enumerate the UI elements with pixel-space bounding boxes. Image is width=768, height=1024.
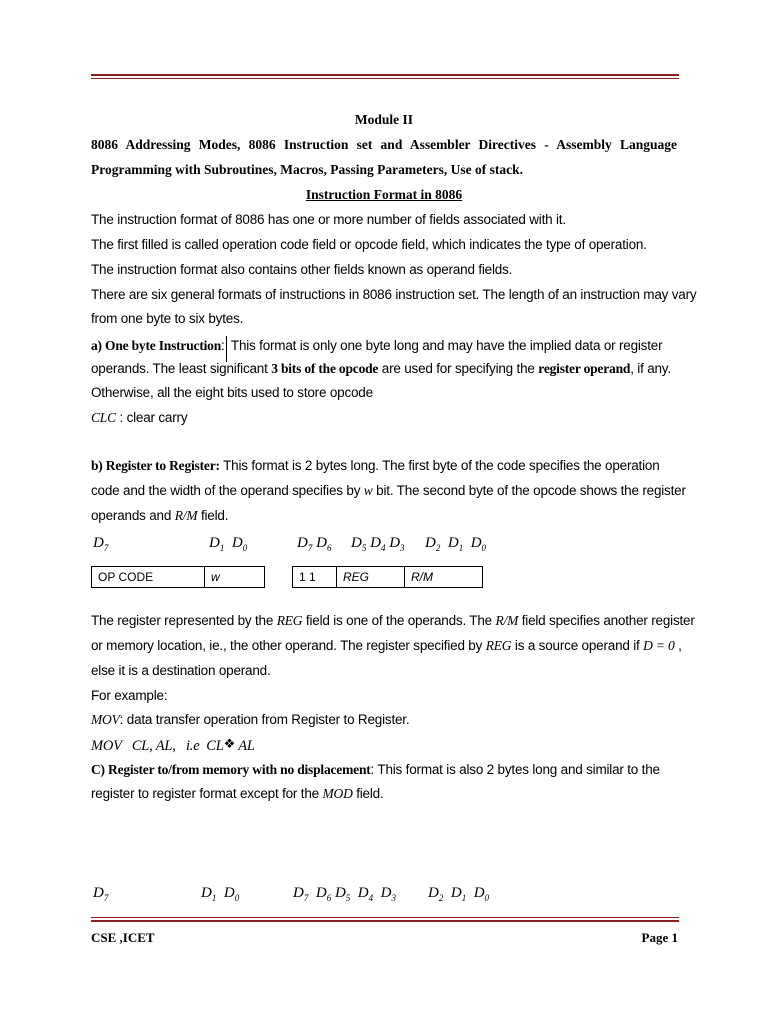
reg-explain-3: else it is a destination operand. [91, 663, 271, 678]
text-cursor [226, 336, 227, 362]
mov-desc: MOV: data transfer operation from Register to Register. [91, 712, 410, 727]
section-b-line-2 [91, 483, 686, 499]
bit-label-d5-d3: $D_5$ $D_4$ $D_3$ [351, 535, 405, 553]
section-b-text2c: bit. The second byte of the opcode shows the register [372, 483, 686, 498]
section-a-text2a: operands. The least significant [91, 361, 272, 376]
reg-explain-2: or memory location, ie., the other operand. The register specified by REG is a source operand if D = 0 , [91, 638, 682, 653]
format-table-byte1 [91, 566, 265, 588]
page-number: Page 1 [641, 930, 678, 945]
clc-code: CLC [91, 410, 116, 425]
section-b-line-1 [91, 458, 660, 474]
section-b-line-3 [91, 508, 228, 524]
bit-label-d7-d6: $D_7$ $D_6$ [297, 535, 332, 553]
section-a-text1: This format is only one byte long and may have the implied data or register [227, 338, 663, 353]
header-rule-bottom [91, 78, 679, 79]
section-b-text2a: code and the width of the operand specifies by [91, 483, 364, 498]
clc-desc: : clear carry [115, 410, 188, 425]
footer-rule-top [91, 917, 679, 918]
section-a-sep: : [221, 338, 225, 353]
section-a-text2e: , if any. [630, 361, 671, 376]
section-a-line-3: Otherwise, all the eight bits used to store opcode [91, 385, 373, 400]
section-b-text3a: operands and [91, 508, 175, 523]
section-c-line-1: C) Register to/from memory with no displacement: This format is also 2 bytes long and similar to the [91, 762, 660, 777]
mod-cell: 1 1 [293, 567, 337, 588]
intro-p4b: from one byte to six bytes. [91, 311, 244, 326]
intro-p3: The instruction format also contains other fields known as operand fields. [91, 262, 513, 277]
section-b-text1: This format is 2 bytes long. The first byte of the code specifies the operation [219, 458, 660, 473]
w-cell: w [205, 567, 265, 588]
rm-cell: R/M [405, 567, 483, 588]
section-a-line-2 [91, 361, 671, 377]
intro-p2: The first filled is called operation code field or opcode field, which indicates the type of operation. [91, 237, 647, 252]
section-b-text3b: R/M [174, 508, 198, 523]
bit-label-c-d1-d0: $D_1$ $D_0$ [201, 885, 240, 903]
intro-p4a: There are six general formats of instructions in 8086 instruction set. The length of an instruction may vary [91, 287, 697, 302]
example-label: For example: [91, 688, 168, 703]
opcode-cell: OP CODE [92, 567, 205, 588]
section-c-label: C) Register to/from memory with no displacement [91, 762, 371, 777]
bit-label-c-d7: $D_7$ [93, 885, 109, 903]
heading-line-2: Programming with Subroutines, Macros, Passing Parameters, Use of stack. [91, 162, 523, 177]
section-a-text2c: are used for specifying the [378, 361, 539, 376]
section-a-text2d: register operand [538, 361, 631, 376]
section-b-text2b: w [363, 483, 373, 498]
bit-label-d7: $D_7$ [93, 535, 109, 553]
format-table-byte2 [292, 566, 483, 588]
section-b-text3c: field. [197, 508, 229, 523]
section-a-example [91, 410, 187, 426]
footer-left: CSE ,ICET [91, 930, 155, 945]
bit-label-d1-d0: $D_1$ $D_0$ [209, 535, 248, 553]
reg-cell: REG [337, 567, 405, 588]
reg-explain-1: The register represented by the REG field is one of the operands. The R/M field specifies another register [91, 613, 695, 628]
bit-label-c-d2-d0: $D_2$ $D_1$ $D_0$ [428, 885, 490, 903]
bit-label-d2-d0: $D_2$ $D_1$ $D_0$ [425, 535, 487, 553]
section-b-label: b) Register to Register: [91, 458, 220, 473]
footer-rule-bottom [91, 920, 679, 922]
module-title: Module II [354, 112, 414, 127]
section-a-label: a) One byte Instruction [91, 338, 222, 353]
arrow-glyph: ❖ [223, 736, 236, 751]
section-a-text2b: 3 bits of the opcode [271, 361, 379, 376]
mov-example: MOV CL, AL, i.e CL❖ AL [91, 736, 255, 754]
intro-p1: The instruction format of 8086 has one or more number of fields associated with it. [91, 212, 566, 227]
header-rule-top [91, 74, 679, 76]
section-a-line-1 [91, 336, 662, 362]
section-subtitle: Instruction Format in 8086 [305, 187, 463, 202]
heading-line-1: 8086 Addressing Modes, 8086 Instruction set and Assembler Directives - Assembly Language [91, 137, 677, 152]
bit-label-c-d7-d3: $D_7$ $D_6$ $D_5$ $D_4$ $D_3$ [293, 885, 396, 903]
section-c-line-2: register to register format except for the MOD field. [91, 786, 384, 801]
